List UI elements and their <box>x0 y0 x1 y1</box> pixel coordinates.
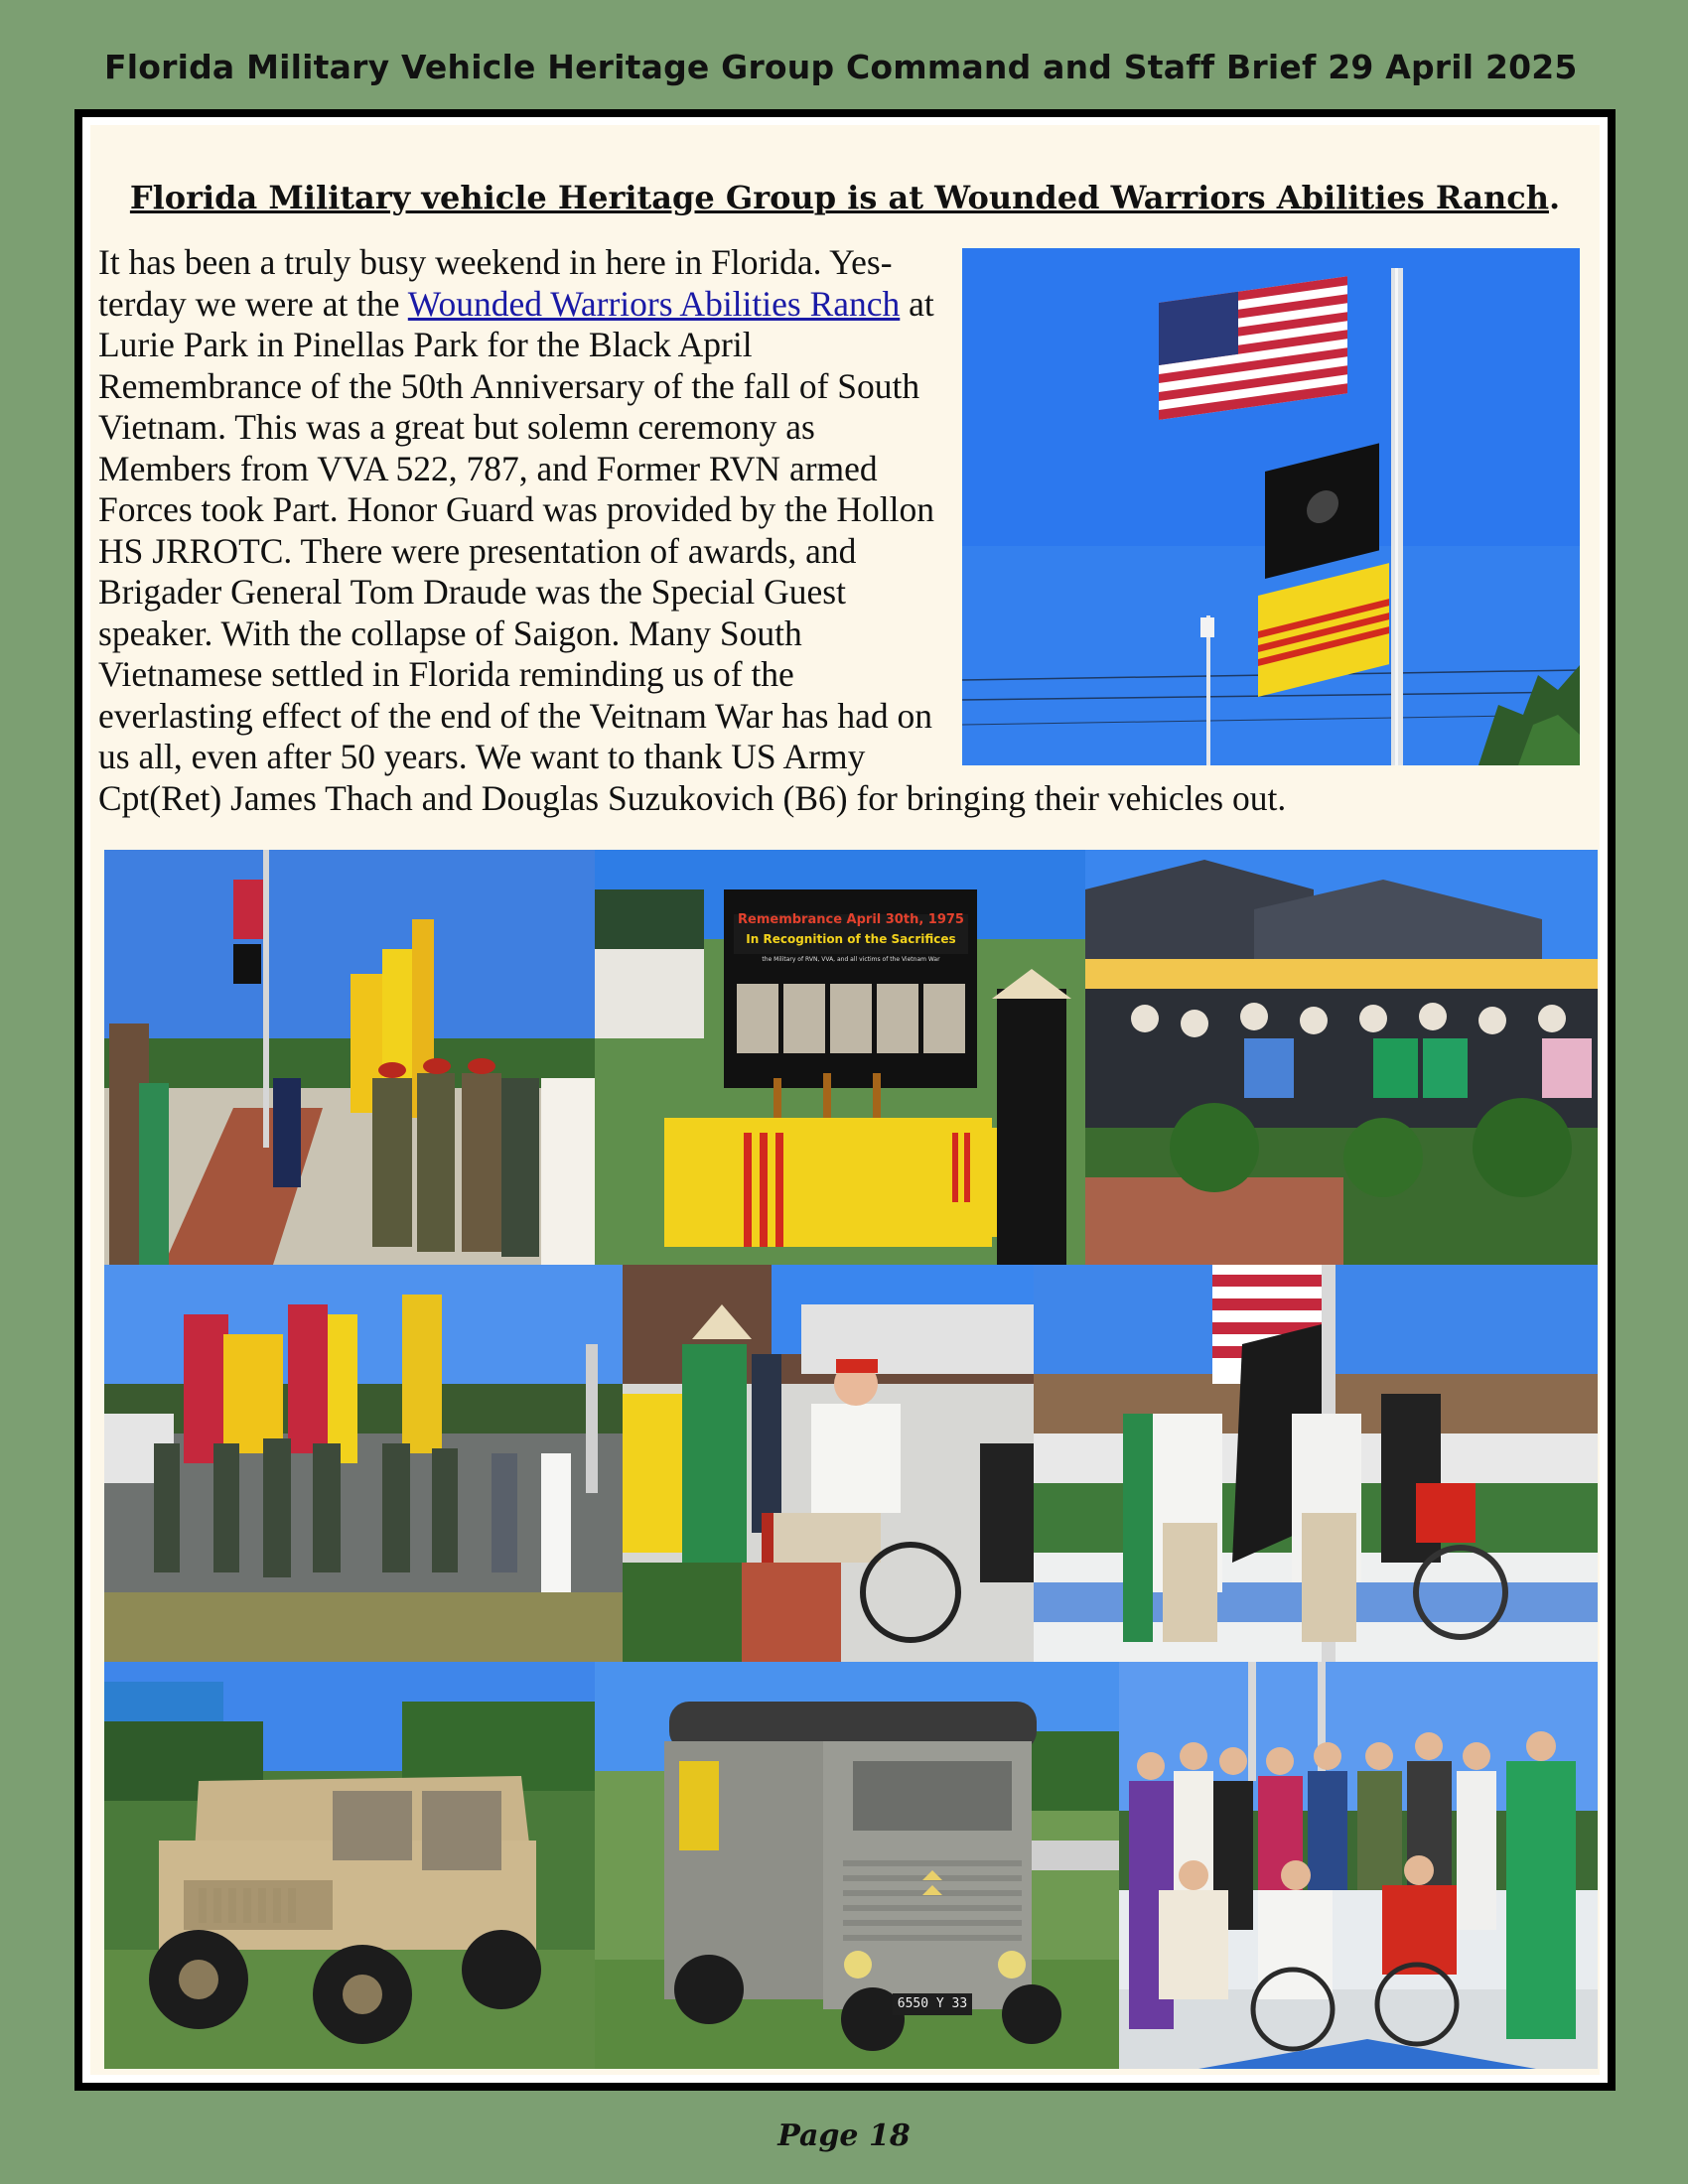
group-photo <box>1119 1662 1598 2069</box>
van-license-plate: 6550 Y 33 <box>897 1996 968 2011</box>
page-number: Page 18 <box>777 2118 911 2153</box>
wounded-warriors-link[interactable]: Wounded Warriors Abilities Ranch <box>407 283 901 324</box>
humvee-photo <box>104 1662 595 2069</box>
article-title-period: . <box>1548 179 1561 216</box>
content-paper <box>90 125 1600 2075</box>
remembrance-altar-photo <box>595 850 1085 1265</box>
parade-formation-photo <box>104 1265 623 1662</box>
page-header: Florida Military Vehicle Heritage Group Command and Staff Brief 29 April 2025 <box>104 48 1578 86</box>
article-body <box>98 242 1588 819</box>
flagpole-image <box>962 248 1580 765</box>
sign-line-3: the Military of RVN, VVA, and all victims of the Vietnam War <box>762 956 940 963</box>
flag-raising-photo <box>1034 1265 1598 1662</box>
citroen-van-photo <box>595 1662 1119 2069</box>
sign-line-1: Remembrance April 30th, 1975 <box>738 912 964 927</box>
article-body-rest: at Lurie Park in Pinellas Park for the Black April Remembrance of the 50th Anniversary of the fall of South Vietnam. This was a great but solemn ceremony as Members from VVA 522, 787, and Former RVN armed Forces took Part. Honor Guard was provided by the Hollon HS JRROTC. There were presentation of awards, and Brigader General Tom Draude was the Special Guest speaker. With the collapse of Saigon. Many South Vietnamese settled in Florida reminding us of the everlasting effect of the end of the Veitnam War has had on us all, even after 50 years. We want to thank US Army Cpt(Ret) James Thach and Douglas Suzukovich (B6) for bringing their vehicles out. <box>98 283 1287 818</box>
article-title <box>90 179 1600 216</box>
article-title-text: Florida Military vehicle Heritage Group is at Wounded Warriors Abilities Ranch <box>129 179 1549 216</box>
wheelchair-speaker-photo <box>623 1265 1034 1662</box>
article-body-intro: It has been a truly busy weekend in here in Florida. Yesterday we were at the <box>98 242 893 324</box>
sign-line-2: In Recognition of the Sacrifices <box>746 932 956 946</box>
content-frame <box>74 109 1616 2091</box>
color-guard-photo <box>104 850 595 1265</box>
audience-tent-photo <box>1085 850 1598 1265</box>
content-inner-border <box>82 117 1608 2083</box>
flagpole-photo <box>962 248 1580 765</box>
